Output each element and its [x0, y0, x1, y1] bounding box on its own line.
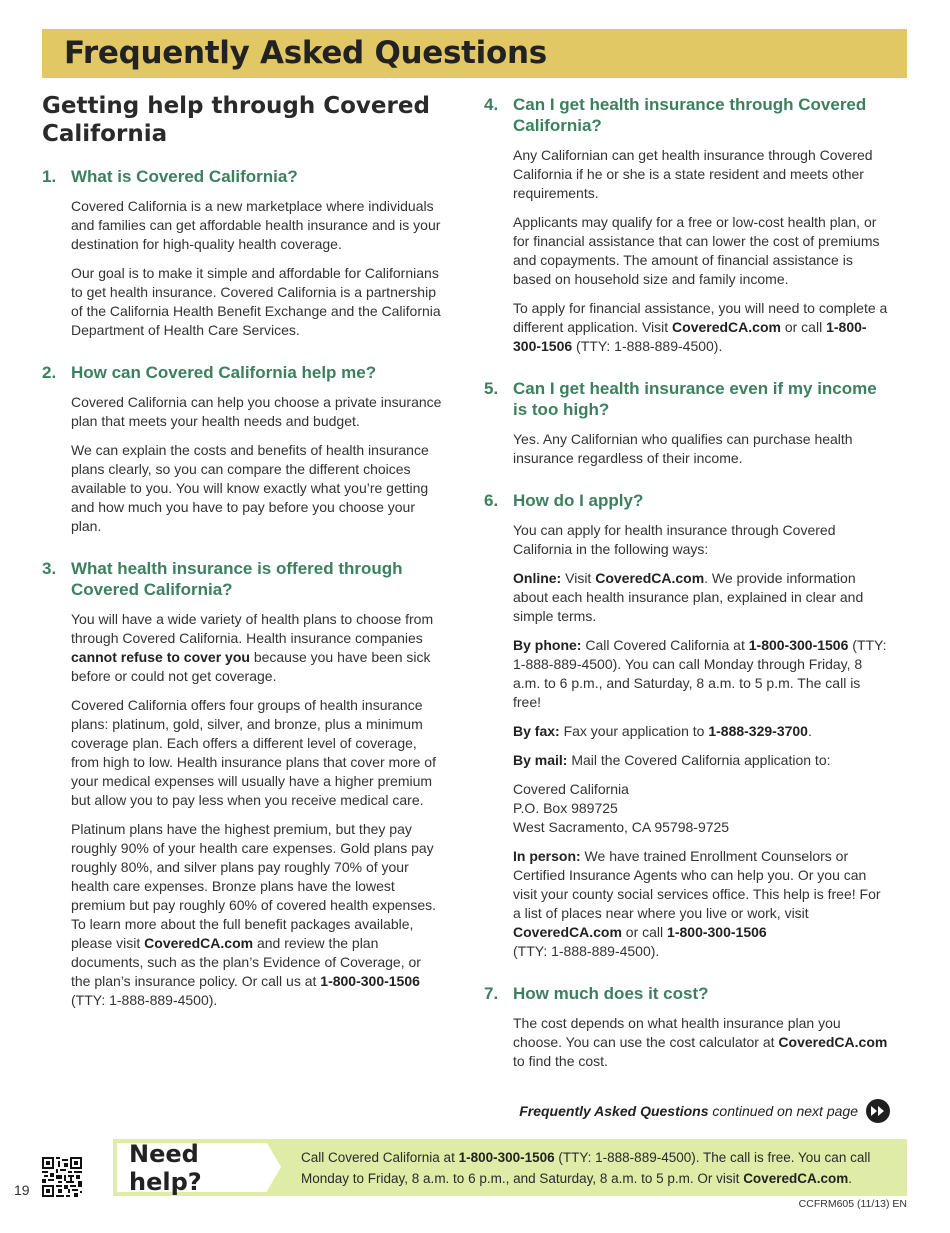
fast-forward-icon: [866, 1099, 890, 1123]
answer: [513, 1014, 889, 1071]
question-number: 4.: [484, 95, 499, 114]
answer-paragraph: To apply for financial assistance, you will need to complete a different application. Visit CoveredCA.com or call 1-800-300-1506 (TTY: 1-888-889-4500).: [513, 300, 888, 354]
fax-number: 1-888-329-3700: [708, 723, 808, 739]
website-link: CoveredCA.com: [144, 935, 254, 951]
phone-number: 1-800-300-1506: [667, 924, 767, 940]
answer-paragraph: Covered California offers four groups of health insurance plans: platinum, gold, silver, and bronze, plus a minimum coverage plan. Each offers a different level of coverage, from high to low. Health insurance plans that cover more of your medical expenses will usually have a higher premium but allow you to pay less when you receive medical care.: [71, 697, 436, 808]
phone-number: 1-800-300-1506: [513, 319, 867, 354]
question-text: How can Covered California help me?: [71, 363, 377, 382]
apply-online: Online: Visit CoveredCA.com. We provide information about each health insurance plan, explained in clear and simple terms.: [513, 570, 864, 624]
question-number: 7.: [484, 984, 499, 1003]
question-text: How much does it cost?: [513, 984, 709, 1003]
answer-paragraph: Covered California can help you choose a private insurance plan that meets your health needs and budget.: [71, 394, 442, 429]
question-text: What is Covered California?: [71, 167, 298, 186]
form-code: CCFRM605 (11/13) EN: [798, 1198, 907, 1210]
need-help-bar: [113, 1139, 907, 1196]
answer-paragraph: You will have a wide variety of health plans to choose from through Covered California. Health insurance companies cannot refuse to cover you because you have been sick before or could not get coverage.: [71, 611, 434, 684]
answer-paragraph: Platinum plans have the highest premium, but they pay roughly 90% of your health care expenses. Gold plans pay roughly 80%, and silver plans pay roughly 70% of your health care expenses. Bronze plans have the lowest premium but pay roughly 60% of covered health expenses. To learn more about the full benefit packages available, please visit CoveredCA.com and review the plan documents, such as the plan’s Evidence of Coverage, or the plan’s insurance policy. Or call us at 1-800-300-1506 (TTY: 1-888-889-4500).: [71, 821, 436, 1008]
website-link: CoveredCA.com: [778, 1034, 888, 1050]
question-text: Can I get health insurance even if my income is too high?: [513, 379, 877, 419]
left-column: [42, 92, 442, 1032]
apply-phone: By phone: Call Covered California at 1-800-300-1506 (TTY: 1-888-889-4500). You can call Monday through Friday, 8 a.m. to 6 p.m., and Saturday, 8 a.m. to 5 p.m. The call is free!: [513, 637, 887, 710]
question-text: What health insurance is offered through Covered California?: [71, 559, 403, 599]
question-heading: [42, 166, 442, 187]
question-text: Can I get health insurance through Covered California?: [513, 95, 867, 135]
answer-paragraph: We can explain the costs and benefits of health insurance plans clearly, so you can compare the different choices available to you. You will know exactly what you’re getting and how much you have to pay before you choose your plan.: [71, 442, 429, 534]
answer-paragraph: Our goal is to make it simple and affordable for Californians to get health insurance. Covered California is a partnership of the California Health Benefit Exchange and the California Department of Health Care Services.: [71, 265, 441, 338]
faq-item-3: [42, 558, 442, 1010]
need-help-text: Call Covered California at 1-800-300-1506 (TTY: 1-888-889-4500). The call is free. You can call Monday to Friday, 8 a.m. to 6 p.m., and Saturday, 8 a.m. to 5 p.m. Or visit CoveredCA.com.: [301, 1149, 871, 1186]
website-link: CoveredCA.com: [672, 319, 781, 335]
answer-paragraph: The cost depends on what health insurance plan you choose. You can use the cost calculator at CoveredCA.com to find the cost.: [513, 1015, 888, 1069]
continued-note: Frequently Asked Questions continued on next page: [500, 1099, 890, 1123]
question-text: How do I apply?: [513, 491, 644, 510]
faq-item-4: [484, 94, 889, 356]
answer-paragraph: Covered California is a new marketplace where individuals and families can get affordable health insurance and is your destination for high-quality health coverage.: [71, 198, 441, 252]
qr-code-icon: [42, 1157, 82, 1197]
need-help-label: Need help?: [117, 1143, 267, 1192]
answer-paragraph: Applicants may qualify for a free or low-cost health plan, or for financial assistance that can lower the cost of premiums and copayments. The amount of financial assistance is based on household size and family income.: [513, 214, 880, 287]
question-heading: [42, 362, 442, 383]
question-heading: [484, 983, 889, 1004]
phone-number: 1-800-300-1506: [458, 1149, 555, 1165]
answer: [513, 430, 889, 468]
page-number: 19: [14, 1182, 30, 1198]
question-number: 5.: [484, 379, 499, 398]
question-heading: [42, 558, 442, 600]
phone-number: 1-800-300-1506: [748, 637, 849, 653]
faq-item-1: [42, 166, 442, 340]
faq-item-5: [484, 378, 889, 468]
website-link: CoveredCA.com: [513, 924, 622, 940]
banner-title: Frequently Asked Questions: [64, 35, 547, 71]
question-heading: [484, 94, 889, 136]
answer: [71, 610, 442, 1010]
apply-mail: By mail: Mail the Covered California application to:: [513, 752, 831, 768]
faq-banner: [42, 29, 907, 78]
website-link: CoveredCA.com: [595, 570, 705, 586]
faq-item-7: [484, 983, 889, 1071]
website-link: CoveredCA.com: [743, 1170, 849, 1186]
answer: [513, 146, 889, 356]
answer: [71, 197, 442, 340]
question-number: 2.: [42, 363, 57, 382]
phone-number: 1-800-300-1506: [320, 973, 420, 989]
question-number: 3.: [42, 559, 57, 578]
mailing-address: Covered California P.O. Box 989725 West Sacramento, CA 95798-9725: [513, 781, 730, 835]
answer-paragraph: You can apply for health insurance through Covered California in the following ways:: [513, 522, 836, 557]
answer: [71, 393, 442, 536]
question-heading: [484, 490, 889, 511]
question-number: 6.: [484, 491, 499, 510]
right-column: [484, 94, 889, 1093]
apply-fax: By fax: Fax your application to 1-888-329-3700.: [513, 723, 812, 739]
answer: [513, 521, 889, 961]
faq-item-6: [484, 490, 889, 961]
faq-item-2: [42, 362, 442, 536]
apply-in-person: In person: We have trained Enrollment Counselors or Certified Insurance Agents who can help you. Or you can visit your county social services office. This help is free! For a list of places near where you live or work, visit CoveredCA.com or call 1-800-300-1506 (TTY: 1-888-889-4500).: [513, 848, 881, 959]
section-title: Getting help through Covered California: [42, 93, 430, 147]
answer-paragraph: Yes. Any Californian who qualifies can purchase health insurance regardless of their income.: [513, 431, 853, 466]
question-heading: [484, 378, 889, 420]
answer-paragraph: Any Californian can get health insurance through Covered California if he or she is a state resident and meets other requirements.: [513, 147, 873, 201]
question-number: 1.: [42, 167, 57, 186]
